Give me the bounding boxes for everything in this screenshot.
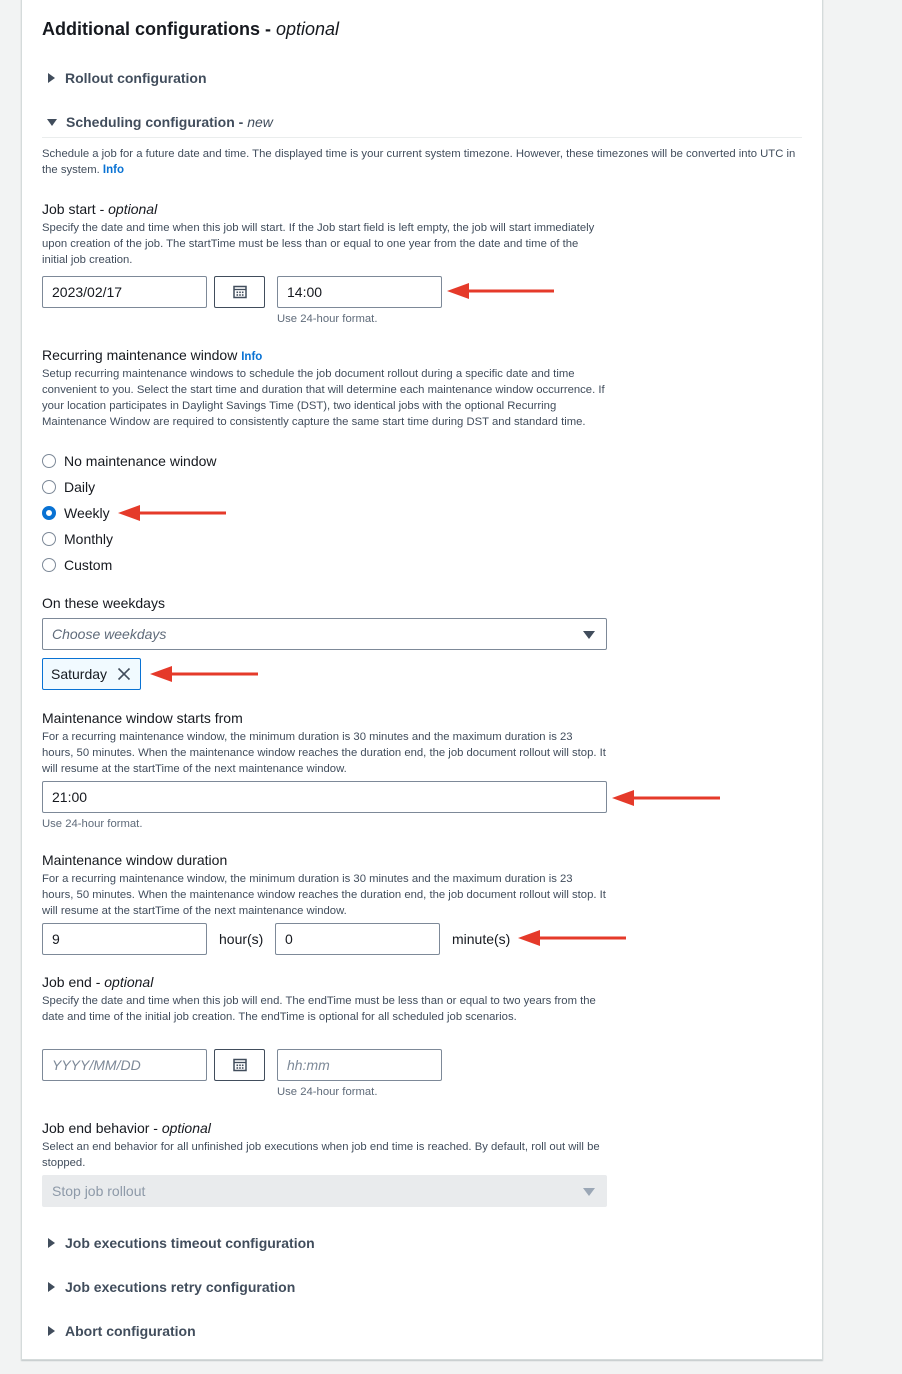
job-start-time-input[interactable]: 14:00 xyxy=(277,276,442,308)
abort-configuration-toggle[interactable] xyxy=(48,1323,196,1339)
section-divider xyxy=(42,137,802,138)
job-start-calendar-button[interactable] xyxy=(214,276,265,308)
caret-right-icon xyxy=(48,1238,55,1248)
scheduling-description xyxy=(42,146,802,178)
annotation-arrow xyxy=(516,928,628,948)
job-start-time-hint: Use 24-hour format. xyxy=(277,313,378,325)
abort-configuration-label: Abort configuration xyxy=(65,1323,196,1339)
radio-label: Daily xyxy=(64,479,96,495)
job-end-behavior-value: Stop job rollout xyxy=(52,1183,146,1199)
job-end-calendar-button[interactable] xyxy=(214,1049,265,1081)
job-end-time-hint: Use 24-hour format. xyxy=(277,1086,378,1098)
radio-label: No maintenance window xyxy=(64,453,217,469)
annotation-arrow xyxy=(116,503,228,523)
caret-right-icon xyxy=(48,73,55,83)
duration-hours-unit: hour(s) xyxy=(219,931,264,947)
annotation-arrow xyxy=(445,281,557,301)
radio-no-maintenance-window[interactable] xyxy=(42,453,217,469)
job-start-date-input[interactable]: 2023/02/17 xyxy=(42,276,207,308)
job-end-label xyxy=(42,974,153,990)
recurring-window-label-text: Recurring maintenance window xyxy=(42,347,238,363)
scheduling-info-link[interactable]: Info xyxy=(102,164,124,176)
section-title xyxy=(42,19,339,40)
close-icon[interactable] xyxy=(117,667,131,681)
job-end-behavior-label-suffix: optional xyxy=(161,1120,211,1136)
recurring-info-link[interactable]: Info xyxy=(241,351,263,363)
radio-label: Monthly xyxy=(64,531,114,547)
radio-button-selected[interactable] xyxy=(42,506,56,520)
window-start-time-input[interactable]: 21:00 xyxy=(42,781,607,813)
scheduling-description-text: Schedule a job for a future date and time. The displayed time is your current system timezone. However, these timezones will be converted into UTC in the system. xyxy=(42,148,796,176)
window-duration-label: Maintenance window duration xyxy=(42,852,228,868)
caret-right-icon xyxy=(48,1326,55,1336)
job-end-label-suffix: optional xyxy=(104,974,154,990)
scheduling-configuration-label: Scheduling configuration - xyxy=(66,114,244,130)
radio-custom[interactable] xyxy=(42,557,112,573)
job-end-time-input[interactable]: hh:mm xyxy=(277,1049,442,1081)
duration-minutes-unit: minute(s) xyxy=(452,931,511,947)
caret-down-icon xyxy=(583,1188,595,1196)
weekday-token-label: Saturday xyxy=(51,666,108,682)
job-start-description: Specify the date and time when this job will start. If the Job start field is left empty, the job will start immediately upon creation of the job. The startTime must be less than or equal to one year from the date and time of the initial job creation. xyxy=(42,222,595,266)
recurring-window-label xyxy=(42,347,262,363)
rollout-configuration-toggle[interactable] xyxy=(48,70,207,86)
radio-label: Custom xyxy=(64,557,113,573)
scheduling-configuration-toggle[interactable] xyxy=(47,114,273,130)
caret-down-icon xyxy=(583,631,595,639)
weekdays-placeholder: Choose weekdays xyxy=(52,626,167,642)
radio-monthly[interactable] xyxy=(42,531,113,547)
job-executions-timeout-label: Job executions timeout configuration xyxy=(65,1235,315,1251)
caret-down-icon xyxy=(47,119,57,126)
job-executions-retry-label: Job executions retry configuration xyxy=(65,1279,296,1295)
annotation-arrow xyxy=(148,664,260,684)
job-end-description: Specify the date and time when this job will end. The endTime must be less than or equal to two years from the date and time of the initial job creation. The endTime is optional for all scheduled job scenarios. xyxy=(42,995,596,1023)
rollout-configuration-label: Rollout configuration xyxy=(65,70,207,86)
window-start-description: For a recurring maintenance window, the minimum duration is 30 minutes and the maximum duration is 23 hours, 50 minutes. When the maintenance window reaches the duration end, the job document rollout will stop. It will resume at the startTime of the next maintenance window. xyxy=(42,731,606,775)
job-end-label-text: Job end - xyxy=(42,974,105,990)
job-end-behavior-description: Select an end behavior for all unfinished job executions when job end time is reached. By default, roll out will be stopped. xyxy=(42,1141,600,1169)
section-title-text: Additional configurations - xyxy=(42,19,276,39)
radio-weekly[interactable] xyxy=(42,505,110,521)
scheduling-configuration-suffix: new xyxy=(247,114,273,130)
job-end-date-input[interactable]: YYYY/MM/DD xyxy=(42,1049,207,1081)
calendar-icon xyxy=(233,285,247,299)
radio-button[interactable] xyxy=(42,454,56,468)
job-end-behavior-label-text: Job end behavior - xyxy=(42,1120,162,1136)
duration-minutes-input[interactable]: 0 xyxy=(275,923,440,955)
job-start-label-text: Job start - xyxy=(42,201,109,217)
window-start-label: Maintenance window starts from xyxy=(42,710,243,726)
job-start-label xyxy=(42,201,157,217)
section-title-suffix: optional xyxy=(275,19,340,39)
duration-hours-input[interactable]: 9 xyxy=(42,923,207,955)
job-executions-timeout-toggle[interactable] xyxy=(48,1235,315,1251)
radio-button[interactable] xyxy=(42,558,56,572)
radio-label: Weekly xyxy=(64,505,110,521)
weekday-token xyxy=(42,658,141,690)
job-end-behavior-select xyxy=(42,1175,607,1207)
recurring-window-description: Setup recurring maintenance windows to schedule the job document rollout during a specific date and time convenient to you. Select the start time and duration that will determine each maintenance window occurrence. If your location participates in Daylight Savings Time (DST), two identical jobs with the optional Recurring Maintenance Window are required to consistently capture the same start time during DST and standard time. xyxy=(42,368,605,428)
job-start-label-suffix: optional xyxy=(108,201,158,217)
annotation-arrow xyxy=(610,788,722,808)
radio-daily[interactable] xyxy=(42,479,95,495)
radio-button[interactable] xyxy=(42,480,56,494)
job-end-behavior-label xyxy=(42,1120,211,1136)
caret-right-icon xyxy=(48,1282,55,1292)
calendar-icon xyxy=(233,1058,247,1072)
weekdays-label: On these weekdays xyxy=(42,595,165,611)
radio-button[interactable] xyxy=(42,532,56,546)
job-executions-retry-toggle[interactable] xyxy=(48,1279,295,1295)
window-start-hint: Use 24-hour format. xyxy=(42,818,143,830)
weekdays-multiselect[interactable] xyxy=(42,618,607,650)
window-duration-description: For a recurring maintenance window, the minimum duration is 30 minutes and the maximum duration is 23 hours, 50 minutes. When the maintenance window reaches the duration end, the job document rollout will stop. It will resume at the startTime of the next maintenance window. xyxy=(42,873,606,917)
